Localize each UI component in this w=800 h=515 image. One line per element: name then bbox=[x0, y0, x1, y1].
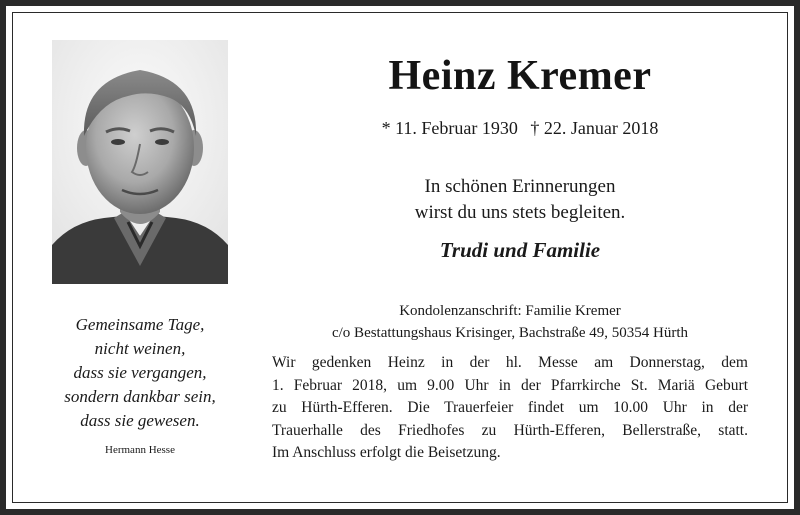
poem-line: nicht weinen, bbox=[94, 339, 186, 358]
deceased-name: Heinz Kremer bbox=[388, 53, 652, 99]
notice-line: Wir gedenken Heinz in der hl. Messe am Donnerstag, dem bbox=[272, 354, 748, 371]
address-line: c/o Bestattungshaus Krisinger, Bachstraße 49, 50354 Hürth bbox=[331, 325, 688, 341]
notice-line: zu Hürth-Efferen. Die Trauerfeier findet um 10.00 Uhr in der bbox=[272, 399, 748, 416]
life-dates bbox=[310, 118, 730, 139]
poem-line: sondern dankbar sein, bbox=[64, 387, 216, 406]
motto-line: wirst du uns stets begleiten. bbox=[414, 202, 626, 223]
notice-line: Im Anschluss erfolgt die Beisetzung. bbox=[272, 444, 501, 461]
condolence-address bbox=[272, 300, 748, 344]
memorial-motto bbox=[310, 174, 730, 226]
birth-date: * 11. Februar 1930 bbox=[381, 118, 518, 138]
poem-line: Gemeinsame Tage, bbox=[75, 315, 205, 334]
motto-line: In schönen Erinnerungen bbox=[424, 176, 616, 197]
address-line: Kondolenzanschrift: Familie Kremer bbox=[399, 303, 621, 319]
notice-line: 1. Februar 2018, um 9.00 Uhr in der Pfarrkirche St. Mariä Geburt bbox=[272, 376, 748, 394]
poem-quote bbox=[40, 313, 240, 433]
poem-author: Hermann Hesse bbox=[105, 444, 175, 456]
poem-line: dass sie gewesen. bbox=[80, 411, 200, 430]
death-date: † 22. Januar 2018 bbox=[530, 118, 659, 138]
portrait-photo bbox=[52, 40, 228, 284]
poem-line: dass sie vergangen, bbox=[73, 363, 207, 382]
signed-by: Trudi und Familie bbox=[439, 238, 601, 262]
service-notice bbox=[272, 352, 748, 465]
notice-line: Trauerhalle des Friedhofes zu Hürth-Efferen, Bellerstraße, statt. bbox=[272, 421, 748, 439]
